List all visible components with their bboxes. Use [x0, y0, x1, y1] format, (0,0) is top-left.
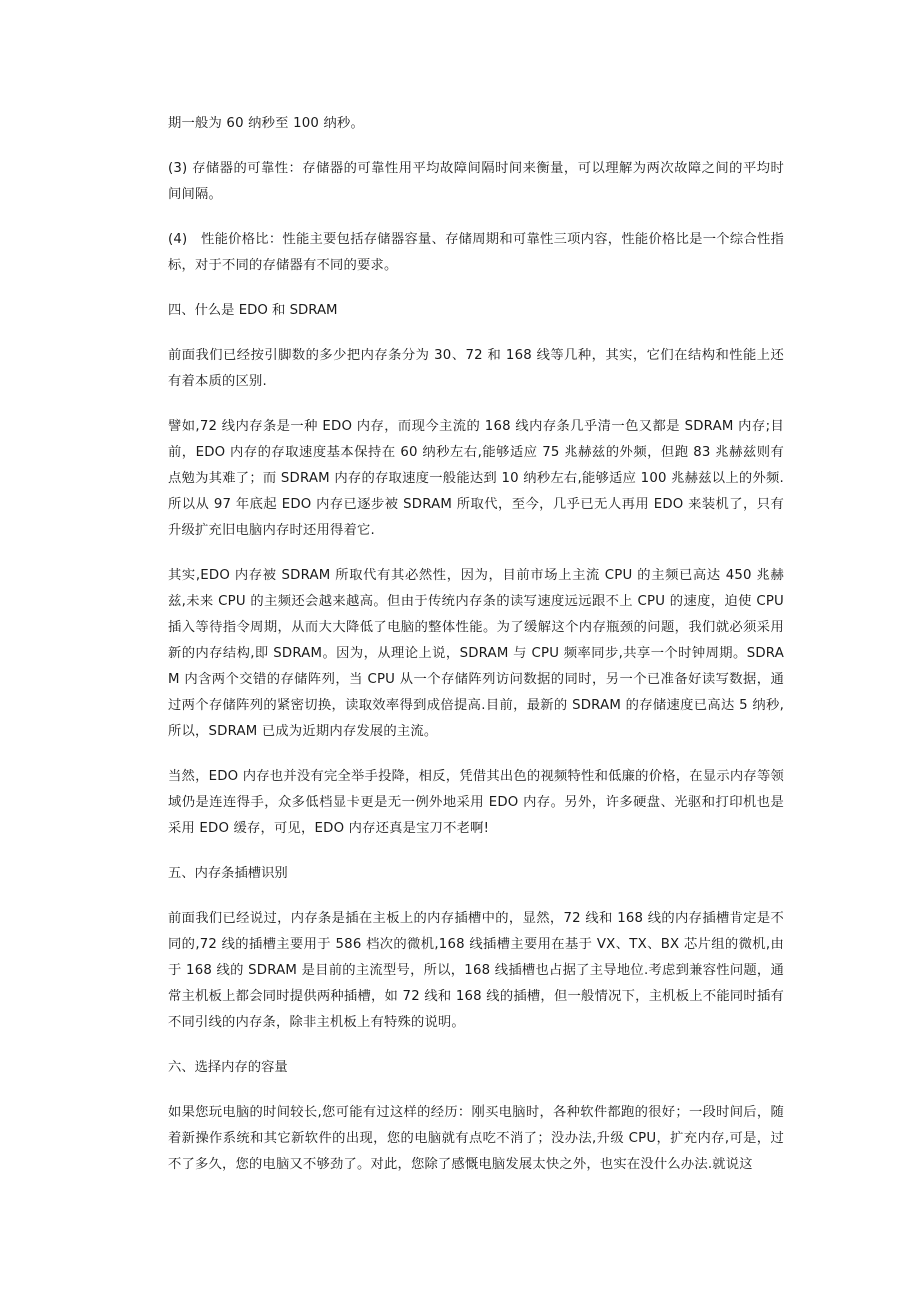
section-heading-memory-capacity: 六、选择内存的容量: [168, 1060, 288, 1075]
paragraph-edo-vs-sdram-example: 譬如,72 线内存条是一种 EDO 内存，而现今主流的 168 线内存条几乎清一色又都是 SDRAM 内存;目前，EDO 内存的存取速度基本保持在 60 纳秒左右,能够适应 75 兆赫兹的外频，但跑 83 兆赫兹则有点勉为其难了；而 SDRAM 内存的存取速度一般能达到 10 纳秒左右,能够适应 100 兆赫兹以上的外频.所以从 97 年底起 EDO 内存已逐步被 SDRAM 所取代，至今，几乎已无人再用 EDO 来装机了，只有升级扩充旧电脑内存时还用得着它.: [168, 419, 784, 538]
paragraph-access-time-tail: 期一般为 60 纳秒至 100 纳秒。: [168, 116, 364, 131]
paragraph-sdram-necessity: 其实,EDO 内存被 SDRAM 所取代有其必然性，因为，目前市场上主流 CPU 的主频已高达 450 兆赫兹,未来 CPU 的主频还会越来越高。但由于传统内存条的读写速度远远跟不上 CPU 的速度，迫使 CPU 插入等待指令周期，从而大大降低了电脑的整体性能。为了缓解这个内存瓶颈的问题，我们就必须采用新的内存结构,即 SDRAM。因为，从理论上说，SDRAM 与 CPU 频率同步,共享一个时钟周期。SDRAM 内含两个交错的存储阵列，当 CPU 从一个存储阵列访问数据的同时，另一个已准备好读写数据，通过两个存储阵列的紧密切换，读取效率得到成倍提高.目前，最新的 SDRAM 的存储速度已高达 5 纳秒,所以，SDRAM 已成为近期内存发展的主流。: [168, 568, 784, 739]
document-body: [168, 111, 784, 1197]
paragraph-pin-count-intro: 前面我们已经按引脚数的多少把内存条分为 30、72 和 168 线等几种，其实，它们在结构和性能上还有着本质的区别.: [168, 348, 784, 389]
paragraph-reliability: (3) 存储器的可靠性：存储器的可靠性用平均故障间隔时间来衡量，可以理解为两次故障之间的平均时间间隔。: [168, 161, 784, 202]
section-heading-edo-sdram: 四、什么是 EDO 和 SDRAM: [168, 303, 338, 318]
paragraph-slot-types: 前面我们已经说过，内存条是插在主板上的内存插槽中的，显然，72 线和 168 线的内存插槽肯定是不同的,72 线的插槽主要用于 586 档次的微机,168 线插槽主要用在基于 VX、TX、BX 芯片组的微机,由于 168 线的 SDRAM 是目前的主流型号，所以，168 线插槽也占据了主导地位.考虑到兼容性问题，通常主机板上都会同时提供两种插槽，如 72 线和 168 线的插槽，但一般情况下，主机板上不能同时插有不同引线的内存条，除非主机板上有特殊的说明。: [168, 911, 784, 1030]
paragraph-capacity-experience: 如果您玩电脑的时间较长,您可能有过这样的经历：刚买电脑时，各种软件都跑的很好；一段时间后，随着新操作系统和其它新软件的出现，您的电脑就有点吃不消了；没办法,升级 CPU，扩充内存,可是，过不了多久，您的电脑又不够劲了。对此，您除了感慨电脑发展太快之外，也实在没什么办法.就说这: [168, 1105, 784, 1172]
paragraph-price-performance: (4) 性能价格比：性能主要包括存储器容量、存储周期和可靠性三项内容，性能价格比是一个综合性指标，对于不同的存储器有不同的要求。: [168, 232, 784, 273]
paragraph-edo-still-used: 当然，EDO 内存也并没有完全举手投降，相反，凭借其出色的视频特性和低廉的价格，在显示内存等领域仍是连连得手，众多低档显卡更是无一例外地采用 EDO 内存。另外，许多硬盘、光驱和打印机也是采用 EDO 缓存，可见，EDO 内存还真是宝刀不老啊!: [168, 769, 784, 836]
section-heading-slot-identification: 五、内存条插槽识别: [168, 866, 288, 881]
